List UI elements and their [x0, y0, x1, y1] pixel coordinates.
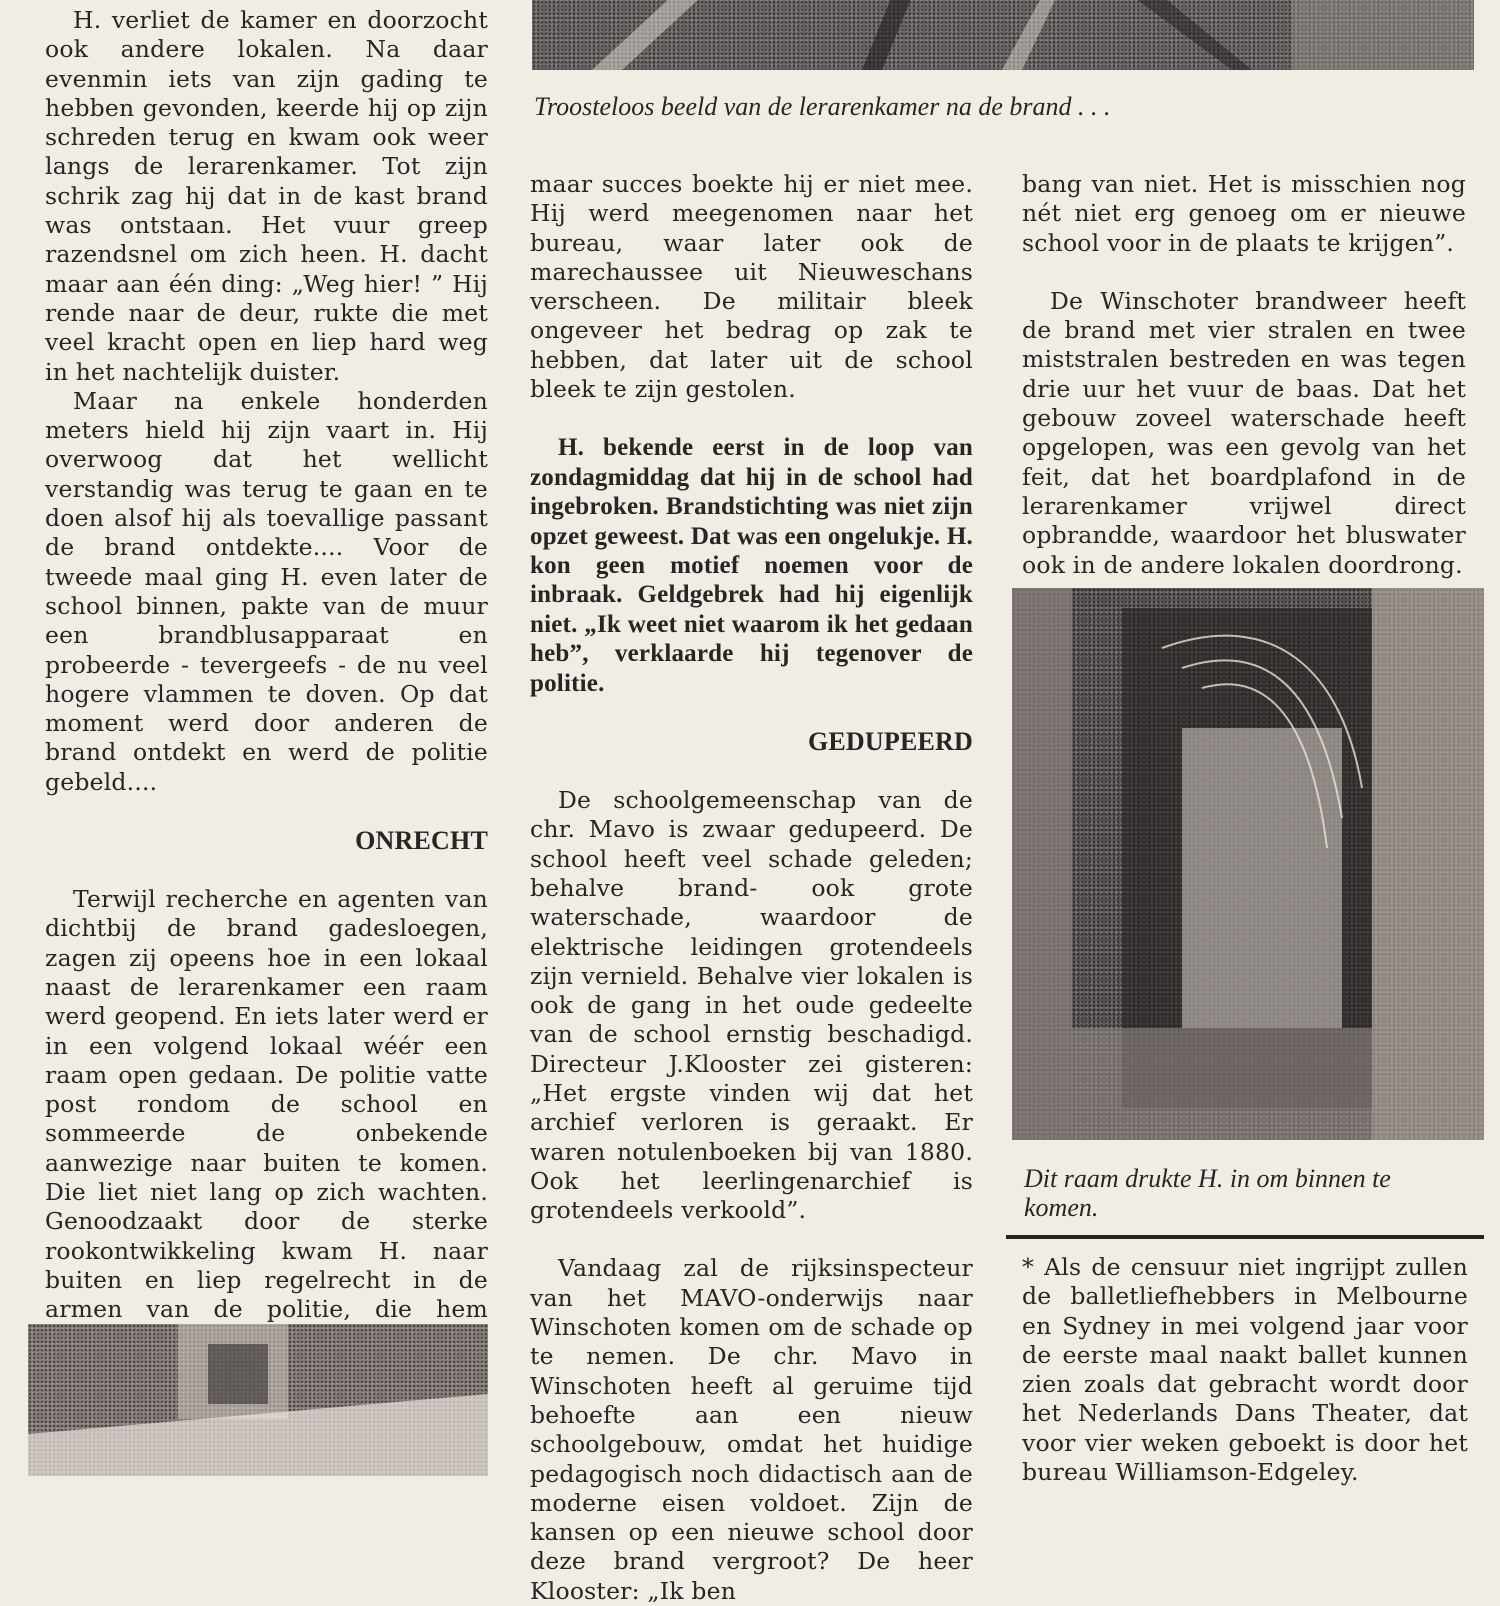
- paragraph: De schoolgemeenschap van de chr. Mavo is zwaar gedupeerd. De school heeft veel schade geleden; behalve brand- ook grote waterschade, waardoor de elektrische leidingen grotendeels zijn vernield. Behalve vier lokalen is ook de gang in het oude gedeelte van de school ernstig beschadigd. Directeur J.Klooster zei gisteren: „Het ergste vinden wij dat het archief verloren is geraakt. Er waren notulenboeken bij van 1880. Ook het leerlingenarchief is grotendeels verkoold”.: [530, 786, 973, 1225]
- photo-school-exterior: [28, 1324, 488, 1476]
- paragraph: bang van niet. Het is misschien nog nét niet erg genoeg om er nieuwe school voor in de plaats te krijgen”.: [1022, 170, 1466, 257]
- caption-broken-window: Dit raam drukte H. in om binnen te komen.: [1024, 1164, 1391, 1222]
- divider: [1006, 1235, 1484, 1239]
- photo-broken-window-art: [1012, 588, 1484, 1140]
- paragraph: maar succes boekte hij er niet mee. Hij werd meegenomen naar het bureau, waar later ook de marechaussee uit Nieuweschans verscheen. De militair bleek ongeveer het bedrag op zak te hebben, dat later uit de school bleek te zijn gestolen.: [530, 170, 973, 404]
- photo-school-exterior-art: [28, 1324, 488, 1476]
- paragraph: De Winschoter brandweer heeft de brand met vier stralen en twee miststralen bestreden en was tegen drie uur het vuur de baas. Dat het gebouw zoveel waterschade heeft opgelopen, was een gevolg van het feit, dat het boardplafond in de lerarenkamer vrijwel direct opbrandde, waardoor het bluswater ook in de andere lokalen doordrong.: [1022, 286, 1466, 579]
- news-brief: [1022, 1253, 1468, 1487]
- paragraph: Maar na enkele honderden meters hield hij zijn vaart in. Hij overwoog dat het wellicht verstandig was terug te gaan en te doen alsof hij als toevallige passant de brand ontdekte.... Voor de tweede maal ging H. even later de school binnen, pakte van de muur een brandblusapparaat en probeerde - tevergeefs - de nu veel hogere vlammen te doven. Op dat moment werd door anderen de brand ontdekt en werd de politie gebeld....: [45, 386, 488, 796]
- paragraph: Terwijl recherche en agenten van dichtbij de brand gadesloegen, zagen zij opeens hoe in een lokaal naast de lerarenkamer een raam werd geopend. En iets later werd er in een volgend lokaal wéér een raam open gedaan. De politie vatte post rondom de school en sommeerde de onbekende aanwezige naar buiten te komen. Die liet niet lang op zich wachten. Genoodzaakt door de sterke rookontwikkeling kwam H. naar buiten en liep regelrecht in de armen van de politie, die hem: [45, 885, 488, 1324]
- photo-teachers-room-art: [532, 0, 1474, 70]
- photo-broken-window: [1012, 588, 1484, 1140]
- paragraph: * Als de censuur niet ingrijpt zullen de balletliefhebbers in Melbourne en Sydney in mei volgend jaar voor de eerste maal naakt ballet kunnen zien zoals dat gebracht wordt door het Nederlands Dans Theater, dat voor vier weken geboekt is door het bureau Williamson-Edgeley.: [1022, 1253, 1468, 1487]
- subheading-gedupeerd: GEDUPEERD: [807, 727, 973, 757]
- paragraph-bold: H. bekende eerst in de loop van zondagmiddag dat hij in de school had ingebroken. Brandstichting was niet zijn opzet geweest. Dat was een ongelukje. H. kon geen motief noemen voor de inbraak. Geldgebrek had hij eigenlijk niet. „Ik weet niet waarom ik het gedaan heb”, verklaarde hij tegenover de politie.: [530, 434, 973, 697]
- column-middle: [530, 170, 973, 1606]
- paragraph: Vandaag zal de rijksinspecteur van het MAVO-onderwijs naar Winschoten komen om de schade op te nemen. De chr. Mavo in Winschoten heeft al geruime tijd behoefte aan een nieuw schoolgebouw, omdat het huidige pedagogisch noch didactisch aan de moderne eisen voldoet. Zijn de kansen op een nieuwe school door deze brand vergroot? De heer Klooster: „Ik ben: [530, 1254, 973, 1605]
- paragraph: H. verliet de kamer en doorzocht ook andere lokalen. Na daar evenmin iets van zijn gading te hebben gevonden, keerde hij op zijn schreden terug en kwam ook weer langs de lerarenkamer. Tot zijn schrik zag hij dat in de kast brand was ontstaan. Het vuur greep razendsnel om zich heen. H. dacht maar aan één ding: „Weg hier! ” Hij rende naar de deur, rukte die met veel kracht open en liep hard weg in het nachtelijk duister.: [45, 6, 488, 386]
- caption-teachers-room: Troosteloos beeld van de lerarenkamer na de brand . . .: [534, 92, 1111, 121]
- column-left: [45, 6, 488, 1471]
- subheading-onrecht: ONRECHT: [355, 826, 488, 856]
- column-right: [1022, 170, 1466, 580]
- photo-teachers-room: [532, 0, 1474, 70]
